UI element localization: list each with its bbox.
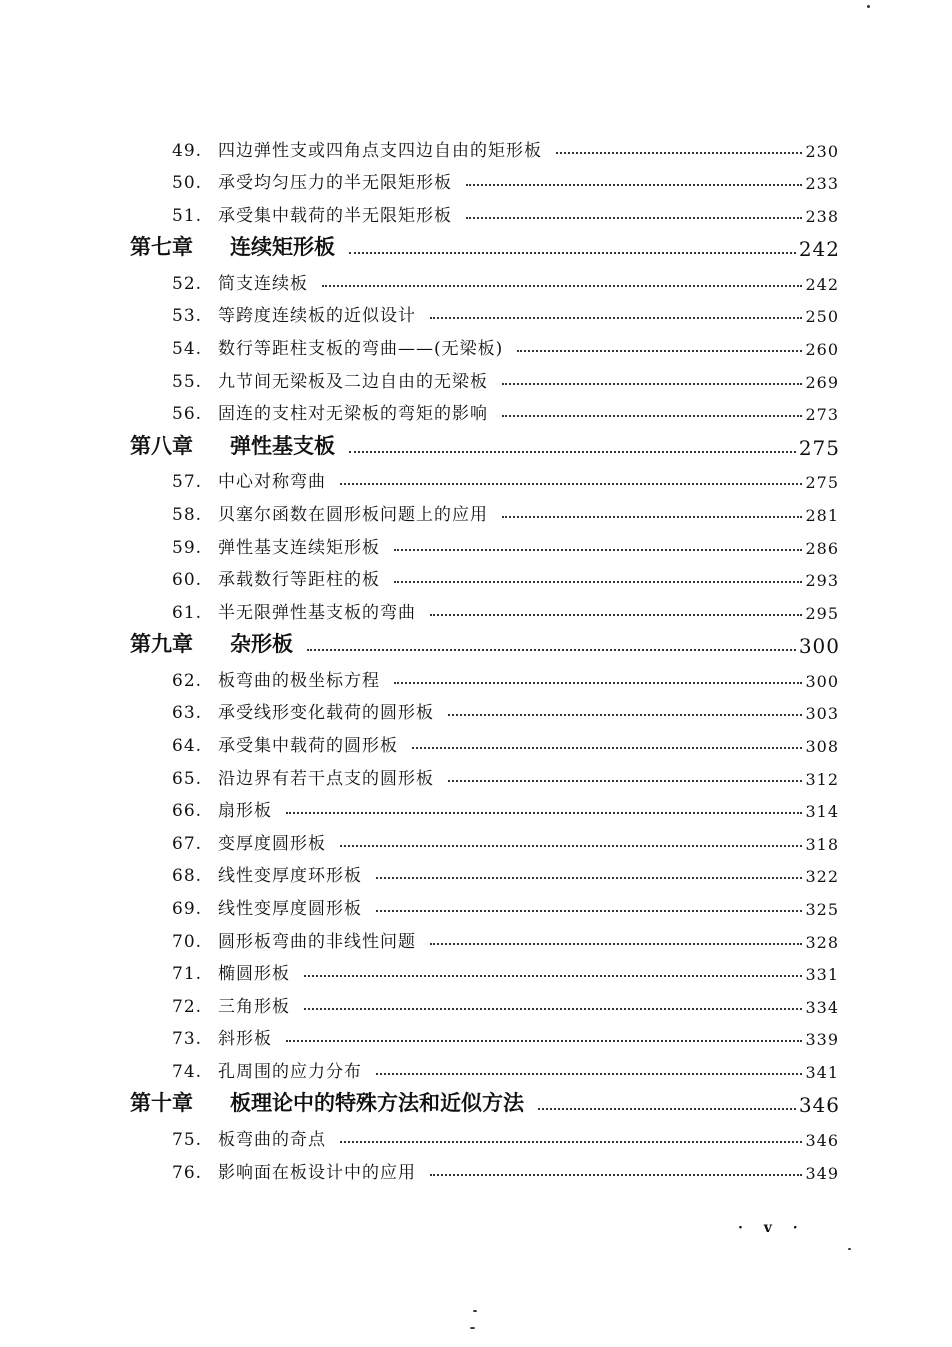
dot-leader (376, 1056, 802, 1075)
toc-section-entry (0, 952, 839, 985)
section-number: 68. (172, 866, 203, 887)
section-number: 49. (172, 140, 203, 161)
page-reference: 325 (805, 899, 839, 919)
scan-speck (867, 5, 870, 8)
section-number: 60. (172, 570, 203, 591)
chapter-number: 第九章 (130, 631, 193, 657)
section-title: 板弯曲的奇点 (218, 1130, 326, 1151)
scan-speck (470, 1327, 475, 1329)
dot-leader (430, 300, 802, 319)
page-reference: 303 (805, 704, 839, 724)
page-reference: 328 (805, 932, 839, 952)
toc-section-entry (0, 294, 839, 327)
page-reference: 322 (805, 867, 839, 887)
page-reference: 260 (805, 340, 839, 360)
chapter-title: 弹性基支板 (230, 432, 335, 458)
section-title: 简支连续板 (218, 273, 308, 294)
chapter-number: 第十章 (130, 1090, 193, 1116)
section-title: 固连的支柱对无梁板的弯矩的影响 (218, 404, 488, 425)
dot-leader (394, 665, 802, 684)
chapter-title: 连续矩形板 (230, 234, 335, 260)
section-number: 53. (172, 306, 203, 327)
section-title: 承受线形变化载荷的圆形板 (218, 703, 434, 724)
toc-section-entry (0, 326, 839, 359)
section-number: 58. (172, 504, 203, 525)
section-number: 61. (172, 602, 203, 623)
dot-leader (340, 1124, 802, 1143)
section-title: 九节间无梁板及二边自由的无梁板 (218, 371, 488, 392)
page-reference: 242 (798, 237, 840, 262)
section-title: 孔周围的应力分布 (218, 1061, 362, 1082)
page-reference: 300 (798, 634, 840, 659)
page-reference: 269 (805, 372, 839, 392)
section-title: 扇形板 (218, 801, 272, 822)
section-number: 50. (172, 173, 203, 194)
chapter-number: 第八章 (130, 432, 193, 458)
section-number: 62. (172, 670, 203, 691)
section-number: 71. (172, 964, 203, 985)
section-number: 74. (172, 1061, 203, 1082)
toc-section-entry (0, 525, 839, 558)
dot-leader (556, 135, 802, 154)
dot-leader (517, 333, 802, 352)
toc-section-entry (0, 821, 839, 854)
section-title: 承受集中载荷的圆形板 (218, 736, 398, 756)
page-reference: 275 (805, 473, 839, 493)
toc-section-entry (0, 886, 839, 919)
section-title: 承载数行等距柱的板 (218, 570, 380, 591)
section-number: 69. (172, 898, 203, 919)
dot-leader (430, 1157, 802, 1176)
section-number: 63. (172, 703, 203, 724)
dot-leader (502, 499, 802, 518)
page-reference: 346 (805, 1131, 839, 1151)
section-number: 52. (172, 273, 203, 294)
section-title: 线性变厚度圆形板 (218, 898, 362, 919)
section-number: 57. (172, 472, 203, 493)
toc-section-entry (0, 590, 839, 623)
page-number: · v · (738, 1220, 806, 1236)
dot-leader (340, 466, 802, 485)
toc-section-entry (0, 261, 839, 294)
dot-leader (286, 1023, 802, 1042)
dot-leader (538, 1087, 796, 1110)
page-reference: 242 (805, 274, 839, 294)
page-reference: 349 (805, 1163, 839, 1183)
section-number: 75. (172, 1130, 203, 1151)
page-reference: 233 (805, 174, 839, 194)
page-reference: 300 (805, 671, 839, 691)
toc-section-entry (0, 1117, 839, 1150)
dot-leader (430, 926, 802, 945)
page-reference: 341 (805, 1062, 839, 1082)
page-reference: 334 (805, 997, 839, 1017)
dot-leader (286, 795, 802, 814)
section-title: 圆形板弯曲的非线性问题 (218, 931, 416, 952)
page-reference: 339 (805, 1030, 839, 1050)
dot-leader (394, 564, 802, 583)
section-title: 等跨度连续板的近似设计 (218, 306, 416, 327)
page-reference: 312 (805, 769, 839, 789)
dot-leader (448, 763, 802, 782)
page-reference: 250 (805, 307, 839, 327)
page-reference: 318 (805, 834, 839, 854)
toc-chapter-entry (0, 623, 840, 659)
toc-section-entry (0, 161, 839, 194)
page-reference: 230 (805, 141, 839, 161)
section-number: 73. (172, 1029, 203, 1050)
section-number: 59. (172, 537, 203, 558)
chapter-number: 第七章 (130, 234, 193, 260)
section-title: 数行等距柱支板的弯曲——(无梁板) (218, 339, 504, 360)
toc-section-entry (0, 723, 839, 756)
dot-leader (502, 366, 802, 385)
section-number: 66. (172, 801, 203, 822)
page-reference: 314 (805, 802, 839, 822)
page-reference: 273 (805, 405, 839, 425)
section-title: 板弯曲的极坐标方程 (218, 670, 380, 691)
section-number: 67. (172, 833, 203, 854)
scan-speck (848, 1248, 851, 1250)
toc-chapter-entry (0, 424, 840, 460)
dot-leader (307, 628, 796, 651)
page-reference: 275 (798, 435, 840, 460)
dot-leader (466, 200, 802, 219)
chapter-title: 杂形板 (230, 631, 293, 657)
toc-section-entry (0, 919, 839, 952)
toc-section-entry (0, 854, 839, 887)
page-reference: 308 (805, 737, 839, 756)
section-number: 51. (172, 205, 203, 226)
toc-section-entry (0, 128, 839, 161)
dot-leader (430, 597, 802, 616)
section-number: 64. (172, 736, 203, 756)
toc-chapter-entry (0, 1082, 840, 1118)
section-title: 线性变厚度环形板 (218, 866, 362, 887)
section-number: 56. (172, 404, 203, 425)
section-title: 椭圆形板 (218, 964, 290, 985)
toc-section-entry (0, 1017, 839, 1050)
page-reference: 346 (798, 1093, 840, 1118)
section-title: 变厚度圆形板 (218, 833, 326, 854)
page-reference: 295 (805, 603, 839, 623)
dot-leader (376, 893, 802, 912)
dot-leader (304, 958, 802, 977)
dot-leader (376, 860, 802, 879)
dot-leader (502, 398, 802, 417)
table-of-contents (0, 128, 952, 1183)
dot-leader (448, 697, 802, 716)
section-number: 70. (172, 931, 203, 952)
toc-section-entry (0, 756, 839, 789)
section-title: 中心对称弯曲 (218, 472, 326, 493)
section-title: 贝塞尔函数在圆形板问题上的应用 (218, 504, 488, 525)
page-reference: 238 (805, 206, 839, 226)
section-number: 54. (172, 339, 203, 360)
toc-section-entry (0, 558, 839, 591)
section-title: 半无限弹性基支板的弯曲 (218, 602, 416, 623)
toc-section-entry (0, 359, 839, 392)
dot-leader (349, 430, 796, 453)
section-title: 四边弹性支或四角点支四边自由的矩形板 (218, 140, 542, 161)
toc-section-entry (0, 492, 839, 525)
section-title: 影响面在板设计中的应用 (218, 1162, 416, 1183)
scan-speck (473, 1310, 477, 1312)
dot-leader (466, 167, 802, 186)
toc-section-entry (0, 460, 839, 493)
section-number: 55. (172, 371, 203, 392)
section-title: 承受集中载荷的半无限矩形板 (218, 205, 452, 226)
dot-leader (322, 268, 802, 287)
toc-section-entry (0, 658, 839, 691)
dot-leader (394, 532, 802, 551)
dot-leader (304, 991, 802, 1010)
page-reference: 331 (805, 965, 839, 985)
dot-leader (349, 231, 796, 254)
dot-leader (412, 730, 802, 749)
section-title: 弹性基支连续矩形板 (218, 537, 380, 558)
section-title: 三角形板 (218, 996, 290, 1017)
toc-section-entry (0, 691, 839, 724)
toc-section-entry (0, 1049, 839, 1082)
toc-section-entry (0, 193, 839, 226)
section-number: 65. (172, 768, 203, 789)
page-reference: 281 (805, 505, 839, 525)
section-title: 斜形板 (218, 1029, 272, 1050)
page-reference: 286 (805, 538, 839, 558)
toc-chapter-entry (0, 226, 840, 262)
section-title: 承受均匀压力的半无限矩形板 (218, 173, 452, 194)
toc-section-entry (0, 392, 839, 425)
section-title: 沿边界有若干点支的圆形板 (218, 768, 434, 789)
page-reference: 293 (805, 571, 839, 591)
section-number: 76. (172, 1162, 203, 1183)
dot-leader (340, 828, 802, 847)
chapter-title: 板理论中的特殊方法和近似方法 (230, 1090, 524, 1116)
toc-section-entry (0, 984, 839, 1017)
toc-section-entry (0, 1150, 839, 1183)
toc-section-entry (0, 789, 839, 822)
section-number: 72. (172, 996, 203, 1017)
